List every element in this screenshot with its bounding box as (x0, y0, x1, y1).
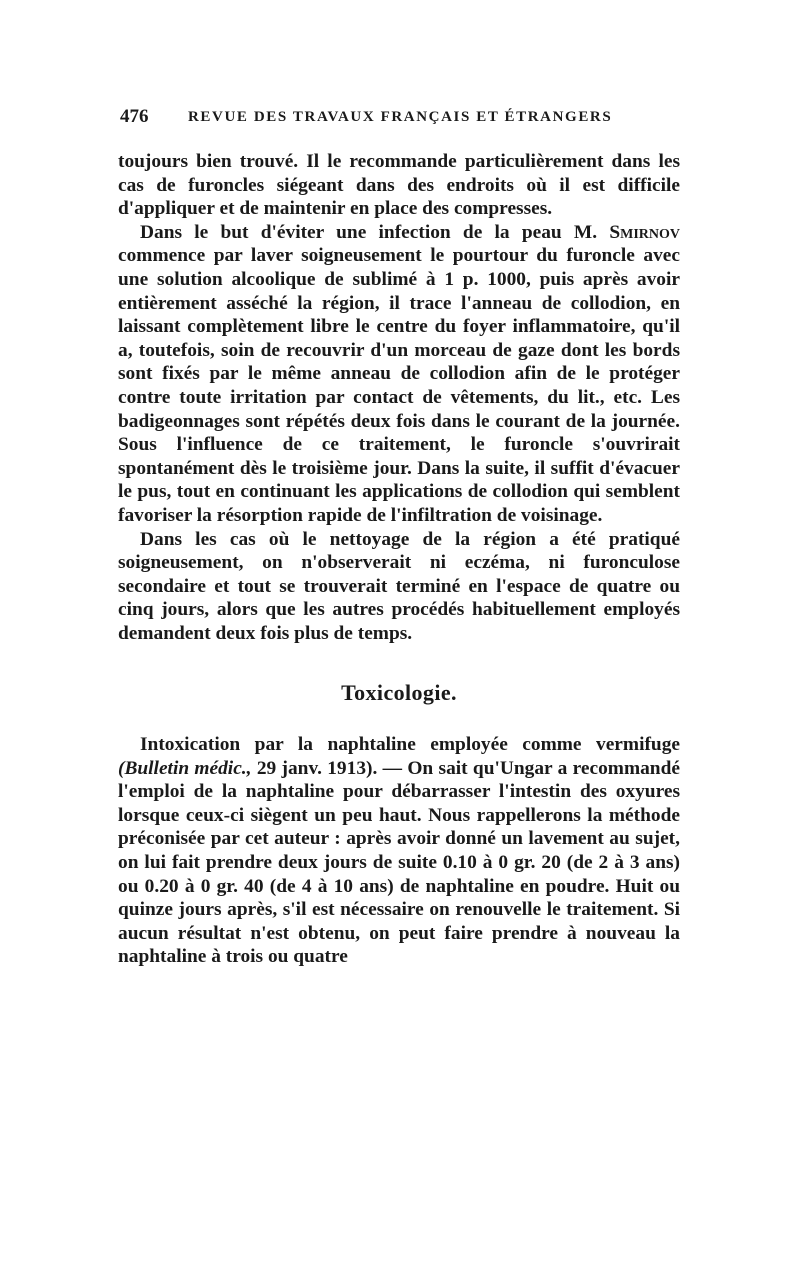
article-title: Intoxication par la naphtaline employée comme vermifuge (140, 734, 680, 756)
running-header (120, 106, 680, 132)
paragraph-smirnov-method (118, 221, 680, 528)
page-number: 476 (120, 106, 149, 127)
citation-source: (Bulletin médic., (118, 757, 252, 779)
journal-title: REVUE DES TRAVAUX FRANÇAIS ET ÉTRANGERS (188, 109, 613, 125)
citation-date: 29 janv. 1913). — (256, 757, 403, 779)
section-title: Toxicologie. (341, 680, 457, 706)
paragraph-text-start: Dans le but d'éviter une infection de la peau M. (140, 221, 598, 243)
article-paragraph (118, 733, 680, 969)
paragraph-results: Dans les cas où le nettoyage de la région a été pratiqué soigneusement, on n'observerait ni eczéma, ni furonculose secondaire et tout se trouverait terminé en l'espace de quatre ou cinq jours, alors que les autres procédés habituellement employés demandent deux fois plus de temps. (118, 528, 680, 644)
article-text: On sait qu'Ungar a recommandé l'emploi de la naphtaline pour débarrasser l'intestin des oxyures lorsque ceux-ci siègent un peu haut. Nous rappellerons la méthode préconisée par cet auteur : après avoir donné un lavement au sujet, on lui fait prendre deux jours de suite 0.10 à 0 gr. 20 (de 2 à 3 ans) ou 0.20 à 0 gr. 40 (de 4 à 10 ans) de naphtaline en poudre. Huit ou quinze jours après, s'il est nécessaire on renouvelle le traitement. Si aucun résultat n'est obtenu, on peut faire prendre à nouveau la naphtaline à trois ou quatre (118, 757, 680, 968)
body-text (118, 150, 680, 969)
author-name: Smirnov (609, 221, 680, 243)
paragraph-text-rest: commence par laver soigneusement le pourtour du furoncle avec une solution alcoolique de sublimé à 1 p. 1000, puis après avoir entièrement asséché la région, il trace l'anneau de collodion, en laissant complètement libre le centre du foyer inflammatoire, qu'il a, toutefois, soin de recouvrir d'un morceau de gaze dont les bords sont fixés par le même anneau de collodion afin de le protéger contre toute irritation par contact de vêtements, du lit., etc. Les badigeonnages sont répétés deux fois dans le courant de la journée. Sous l'influence de ce traitement, le furoncle s'ouvrirait spontanément dès le troisième jour. Dans la suite, il suffit d'évacuer le pus, tout en continuant les applications de collodion qui semblent favoriser la résorption rapide de l'infiltration de voisinage. (118, 245, 680, 526)
paragraph-continuation: toujours bien trouvé. Il le recommande particulièrement dans les cas de furoncles siégeant dans des endroits où il est difficile d'appliquer et de maintenir en place des compresses. (118, 151, 680, 220)
